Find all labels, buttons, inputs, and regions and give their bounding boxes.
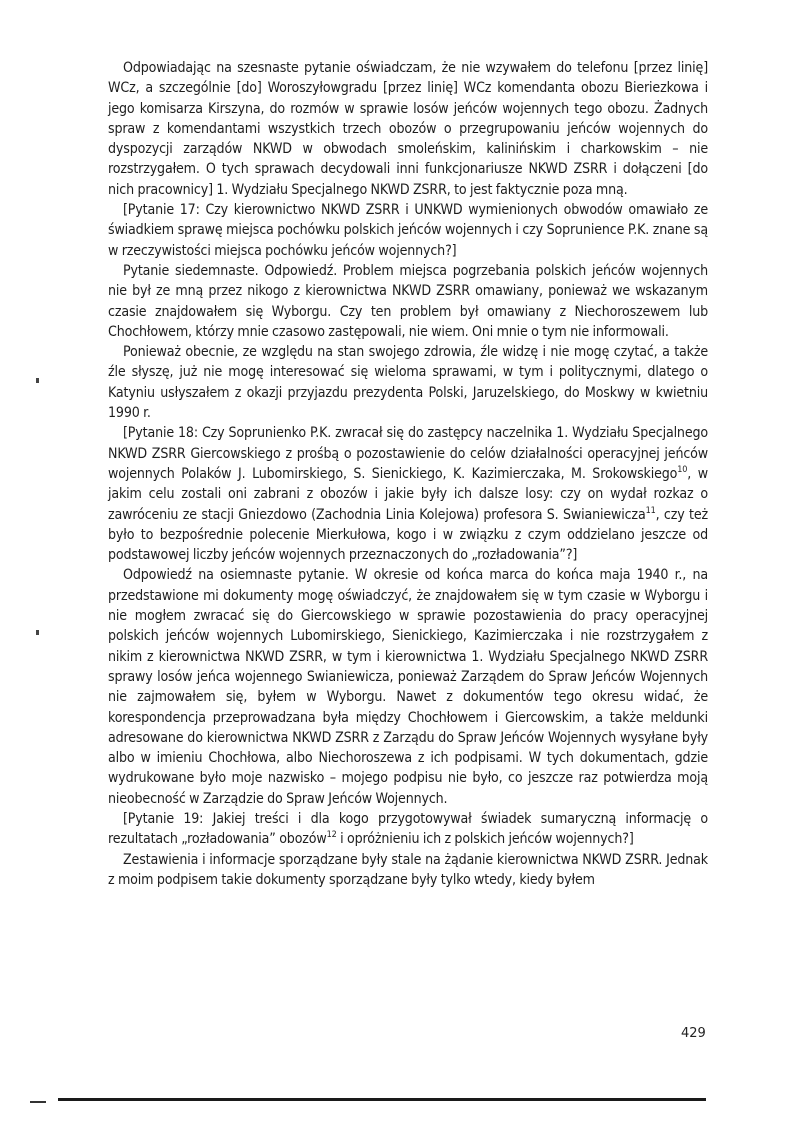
paragraph: Ponieważ obecnie, ze względu na stan swojego zdrowia, źle widzę i nie mogę czytać, a także źle słyszę, już nie mogę interesować się wieloma sprawami, w tym i politycznymi, dlatego o Katyniu usłyszałem z okazji przyjazdu prezydenta Polski, Jaruzelskiego, do Moskwy w kwietniu 1990 r.: [108, 344, 708, 422]
footnote-marker: 11: [645, 505, 656, 516]
paragraph-text: i opróżnieniu ich z polskich jeńców wojennych?]: [336, 831, 634, 848]
paragraph: Odpowiedź na osiemnaste pytanie. W okresie od końca marca do końca maja 1940 r., na przedstawione mi dokumenty mogę oświadczyć, że znajdowałem się w tym czasie w Wyborgu i nie mogłem zwracać się do Giercowskiego w sprawie pozostawienia do pracy operacyjnej polskich jeńców wojennych Lubomirskiego, Sienickiego, Kazimierczaka i nie rozstrzygałem z nikim z kierownictwa NKWD ZSRR, w tym i kierownictwa 1. Wydziału Specjalnego NKWD ZSRR sprawy losów jeńca wojennego Swianiewicza, ponieważ Zarządem do Spraw Jeńców Wojennych nie zajmowałem się, byłem w Wyborgu. Nawet z dokumentów tego okresu widać, że korespondencja przeprowadzana była między Chochłowem i Giercowskim, a także meldunki adresowane do kierownictwa NKWD ZSRR z Zarządu do Spraw Jeńców Wojennych wysyłane były albo w imieniu Chochłowa, albo Niechoroszewa z ich podpisami. W tych dokumentach, gdzie wydrukowane było moje nazwisko – mojego podpisu nie było, co jeszcze raz potwierdza moją nieobecność w Zarządzie do Spraw Jeńców Wojennych.: [108, 567, 708, 807]
paragraph: Zestawienia i informacje sporządzane były stale na żądanie kierownictwa NKWD ZSRR. Jednak z moim podpisem takie dokumenty sporządzane były tylko wtedy, kiedy byłem: [108, 851, 708, 888]
paragraph: Pytanie siedemnaste. Odpowiedź. Problem miejsca pogrzebania polskich jeńców wojennych nie był ze mną przez nikogo z kierownictwa NKWD ZSRR omawiany, ponieważ we wskazanym czasie znajdowałem się Wyborgu. Czy ten problem był omawiany z Niechoroszewem lub Chochłowem, którzy mnie czasowo zastępowali, nie wiem. Oni mnie o tym nie informowali.: [108, 262, 708, 340]
footnote-marker: 12: [326, 830, 337, 841]
question-paragraph: [Pytanie 17: Czy kierownictwo NKWD ZSRR i UNKWD wymienionych obwodów omawiało ze świadkiem sprawę miejsca pochówku polskich jeńców wojennych i czy Soprunience P.K. znane są w rzeczywistości miejsca pochówku jeńców wojennych?]: [108, 202, 708, 259]
paragraph-text: [Pytanie 19: Jakiej treści i dla kogo przygotowywał świadek sumaryczną informację o rezultatach „rozładowania” obozów: [108, 810, 708, 848]
paragraph: Odpowiadając na szesnaste pytanie oświadczam, że nie wzywałem do telefonu [przez linię] WCz, a szczególnie [do] Woroszyłowgradu [przez linię] WCz komendanta obozu Bieriezkowa i jego komisarza Kirszyna, do rozmów w sprawie losów jeńców wojennych tego obozu. Żadnych spraw z komendantami wszystkich trzech obozów o przegrupowaniu jeńców wojennych do dyspozycji zarządów NKWD w obwodach smoleńskim, kalinińskim i charkowskim – nie rozstrzygałem. O tych sprawach decydowali inni funkcjonariusze NKWD ZSRR i dołączeni [do nich pracownicy] 1. Wydziału Specjalnego NKWD ZSRR, to jest faktycznie poza mną.: [108, 60, 708, 198]
body-text: [108, 58, 708, 890]
scan-mark: [30, 1101, 46, 1103]
page-number: 429: [681, 1026, 706, 1041]
question-paragraph: [108, 809, 708, 850]
scan-speck: [36, 630, 39, 635]
paragraph-text: , w jakim celu zostali oni zabrani z obozów i jakie były ich dalsze losy: czy on wydał rozkaz o zawróceniu ze stacji Gniezdowo (Zachodnia Linia Kolejowa) profesora S. Swianiewicza: [108, 465, 708, 523]
scan-speck: [36, 378, 39, 383]
paragraph-text: [Pytanie 18: Czy Soprunienko P.K. zwracał się do zastępcy naczelnika 1. Wydziału Specjalnego NKWD ZSRR Giercowskiego z prośbą o pozostawienie do celów działalności operacyjnej jeńców wojennych Polaków J. Lubomirskiego, S. Sienickiego, K. Kazimierczaka, M. Srokowskiego: [108, 425, 708, 482]
footnote-marker: 10: [677, 464, 688, 475]
paragraph-text: , czy też było to bezpośrednie polecenie Mierkułowa, kogo i w związku z czym oddzielano jeszcze od podstawowej liczby jeńców wojennych przeznaczonych do „rozładowania”?]: [108, 506, 708, 564]
footer-rule: [58, 1098, 706, 1101]
question-paragraph: [108, 423, 708, 565]
